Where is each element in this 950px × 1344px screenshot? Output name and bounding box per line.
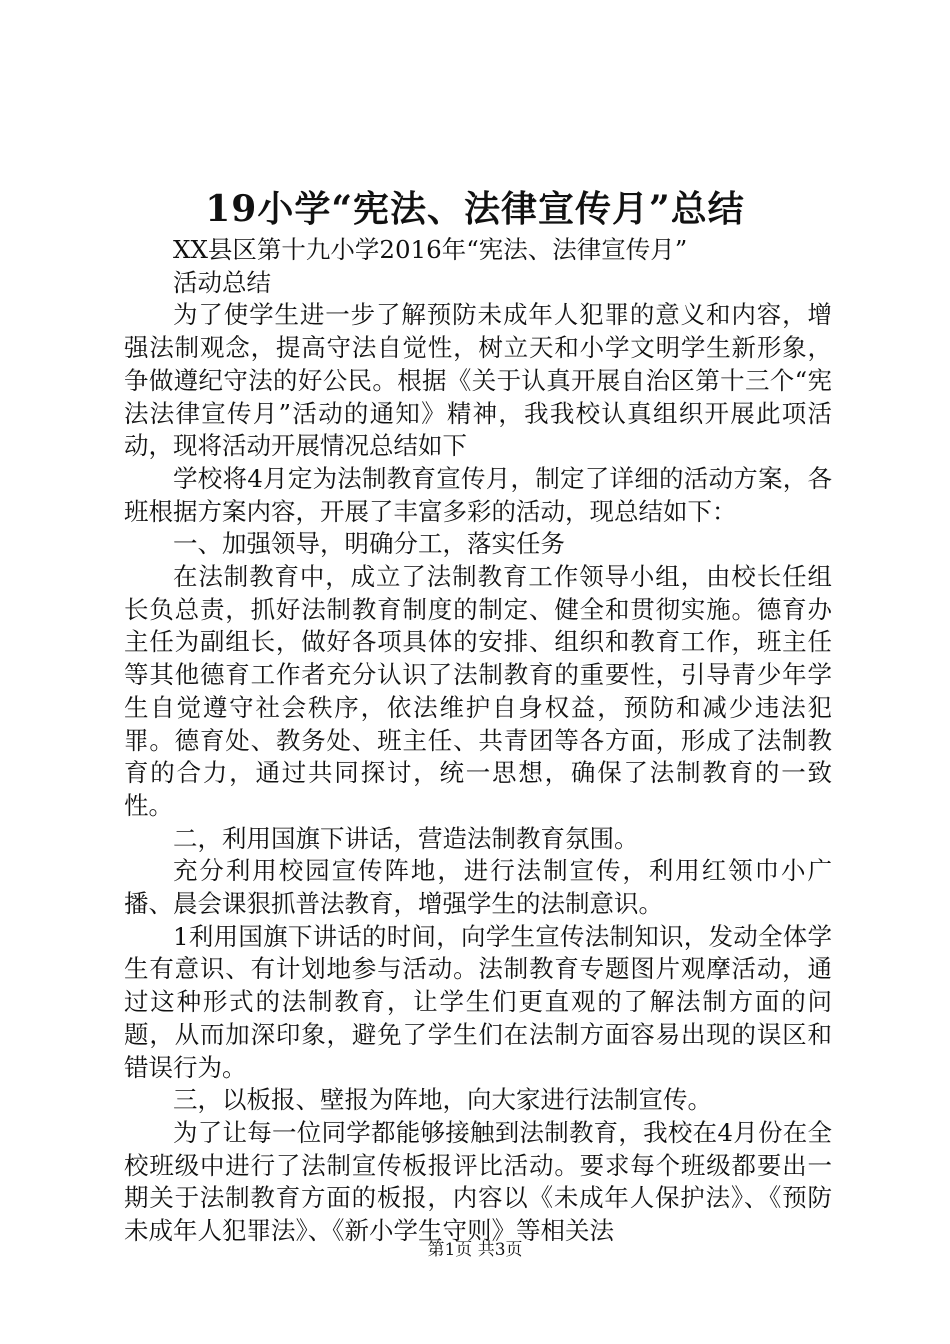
subtitle-line: 活动总结 bbox=[173, 267, 271, 297]
body-paragraph: 学校将4月定为法制教育宣传月，制定了详细的活动方案，各班根据方案内容，开展了丰富多彩的活动，现总结如下： bbox=[124, 463, 832, 526]
body-paragraph: 在法制教育中，成立了法制教育工作领导小组，由校长任组长负总责，抓好法制教育制度的制定、健全和贯彻实施。德育办主任为副组长，做好各项具体的安排、组织和教育工作，班主任等其他德育工作者充分认识了法制教育的重要性，引导青少年学生自觉遵守社会秩序，依法维护自身权益，预防和减少违法犯罪。德育处、教务处、班主任、共青团等各方面，形成了法制教育的合力，通过共同探讨，统一思想，确保了法制教育的一致性。 bbox=[124, 562, 832, 820]
section-heading: 一、加强领导，明确分工，落实任务 bbox=[173, 529, 565, 559]
body-paragraph: 为了使学生进一步了解预防未成年人犯罪的意义和内容，增强法制观念，提高守法自觉性，树立天和小学文明学生新形象，争做遵纪守法的好公民。根据《关于认真开展自治区第十三个“宪法法律宣传月”活动的通知》精神，我我校认真组织开展此项活动，现将活动开展情况总结如下 bbox=[124, 300, 832, 461]
section-heading: 三，以板报、壁报为阵地，向大家进行法制宣传。 bbox=[173, 1085, 712, 1115]
body-paragraph: 为了让每一位同学都能够接触到法制教育，我校在4月份在全校班级中进行了法制宣传板报评比活动。要求每个班级都要出一期关于法制教育方面的板报，内容以《未成年人保护法》、《预防未成年人犯罪法》、《新小学生守则》等相关法 bbox=[124, 1117, 832, 1246]
section-heading: 二，利用国旗下讲话，营造法制教育氛围。 bbox=[173, 823, 639, 853]
page-number-footer: 第1页 共3页 bbox=[427, 1240, 523, 1260]
body-paragraph: 充分利用校园宣传阵地，进行法制宣传，利用红领巾小广播、晨会课狠抓普法教育，增强学生的法制意识。 bbox=[124, 856, 832, 919]
document-title: 19小学“宪法、法律宣传月”总结 bbox=[205, 188, 745, 230]
body-paragraph: 1利用国旗下讲话的时间，向学生宣传法制知识，发动全体学生有意识、有计划地参与活动。法制教育专题图片观摩活动，通过这种形式的法制教育，让学生们更直观的了解法制方面的问题，从而加深印象，避免了学生们在法制方面容易出现的误区和错误行为。 bbox=[124, 921, 832, 1082]
subtitle-line: XX县区第十九小学2016年“宪法、法律宣传月” bbox=[173, 235, 688, 264]
document-body bbox=[124, 234, 832, 1248]
